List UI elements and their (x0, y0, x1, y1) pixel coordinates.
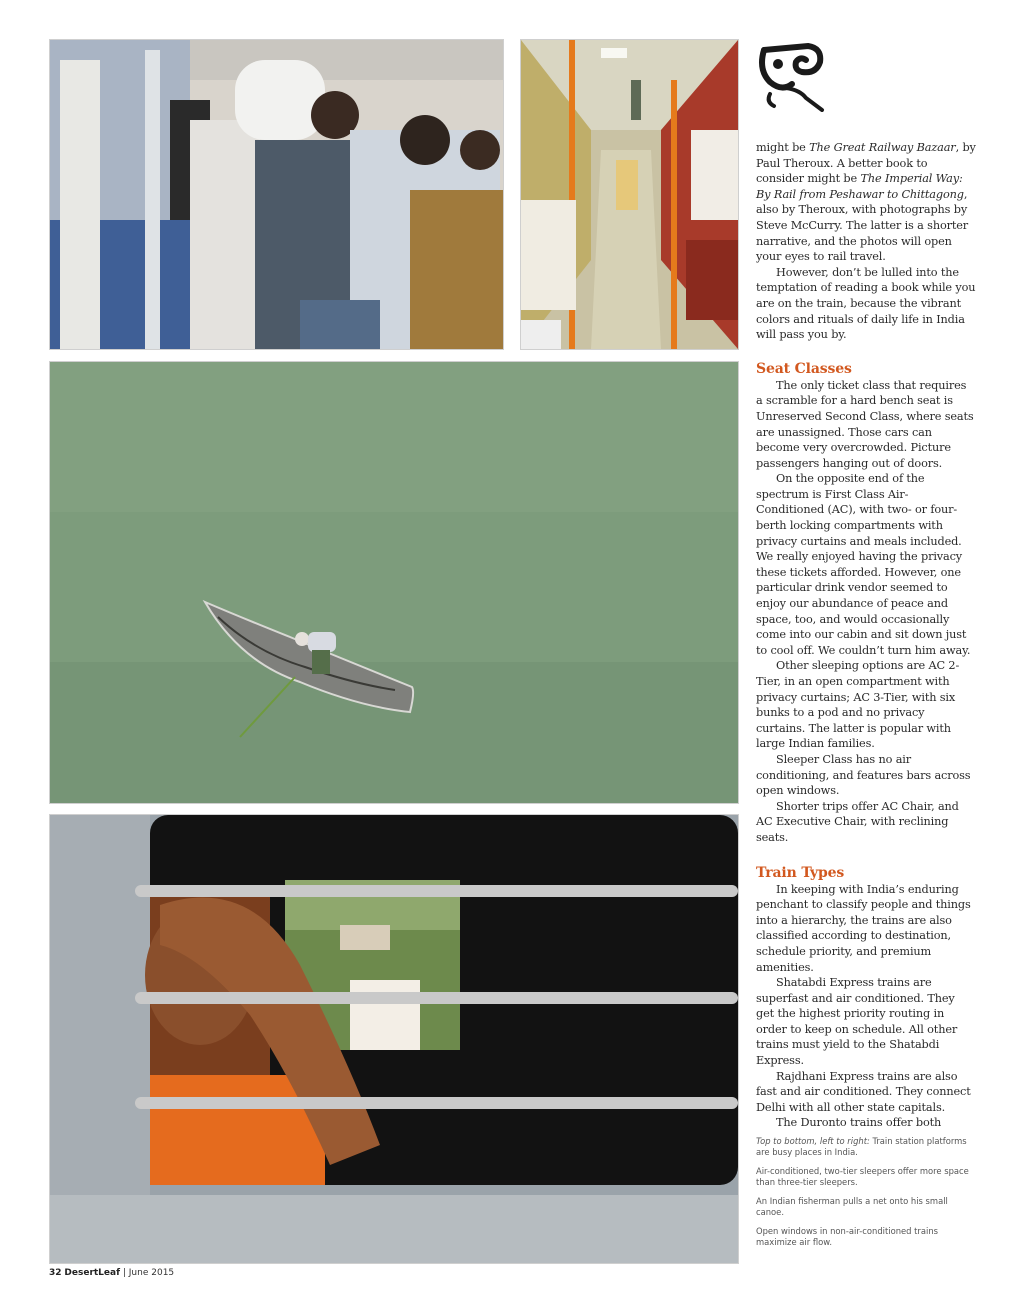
section-heading-train-types: Train Types (756, 864, 845, 881)
paragraph: Shorter trips offer AC Chair, and AC Executive Chair, with reclining seats. (756, 799, 959, 844)
book-title: The Imperial Way: By Rail from Peshawar to Chittagong (756, 172, 964, 201)
paragraph: Sleeper Class has no air conditioning, and features bars across open windows. (756, 752, 971, 798)
paragraph: The Duronto trains offer both (776, 1116, 942, 1130)
paragraph: Shatabdi Express trains are superfast and air conditioned. They get the highest priority routing in order to keep on schedule. All other trains must yield to the Shatabdi Express. (756, 976, 958, 1068)
article-body (756, 140, 976, 1131)
photo-ac-sleeper (520, 39, 739, 350)
caption: Air-conditioned, two-tier sleepers offer more space than three-tier sleepers. (756, 1166, 969, 1187)
caption: An Indian fisherman pulls a net onto his small canoe. (756, 1196, 948, 1217)
page-footer (49, 1268, 174, 1278)
caption: Open windows in non-air-conditioned trains maximize air flow. (756, 1226, 938, 1247)
magazine-name: DesertLeaf (64, 1268, 121, 1278)
footer-separator: | (120, 1268, 129, 1278)
intro-paragraph: might be The Great Railway Bazaar, by Paul Theroux. A better book to consider might be The Imperial Way: By Rail from Peshawar to Chittagong, also by Theroux, with photographs by Steve McCurry. The latter is a shorter narrative, and the photos will open your eyes to rail travel. (756, 141, 976, 264)
decorative-swirl-icon (756, 40, 828, 112)
section-heading-seat-classes: Seat Classes (756, 360, 852, 377)
intro-paragraph-2: However, don’t be lulled into the temptation of reading a book while you are on the train, because the vibrant colors and rituals of daily life in India will pass you by. (756, 265, 976, 342)
paragraph: Rajdhani Express trains are also fast and air conditioned. They connect Delhi with all other state capitals. (756, 1069, 971, 1114)
caption: Top to bottom, left to right: Train station platforms are busy places in India. (756, 1136, 967, 1157)
paragraph: The only ticket class that requires a scramble for a hard bench seat is Unreserved Second Class, where seats are unassigned. Those cars can become very overcrowded. Picture passengers hanging out of doors. (756, 378, 974, 470)
photo-train-platform (49, 39, 504, 350)
caption-lead: Top to bottom, left to right: (756, 1136, 870, 1146)
paragraph: Other sleeping options are AC 2-Tier, in an open compartment with privacy curtains; AC 3-Tier, with six bunks to a pod and no privacy curtains. The latter is popular with large Indian families. (756, 659, 960, 751)
book-title: The Great Railway Bazaar (809, 141, 956, 154)
issue-date: June 2015 (128, 1268, 175, 1278)
photo-fisherman-canoe (49, 361, 739, 804)
photo-captions (756, 1136, 972, 1256)
page-number: 32 (49, 1268, 62, 1278)
paragraph: On the opposite end of the spectrum is First Class Air-Conditioned (AC), with two- or four-berth locking compartments with privacy curtains and meals included. We really enjoyed having the privacy these tickets afforded. However, one particular drink vendor seemed to enjoy our abundance of peace and space, too, and would occasionally come into our cabin and sit down just to cool off. We couldn’t turn him away. (756, 472, 971, 657)
paragraph: In keeping with India’s enduring penchant to classify people and things into a hierarchy, the trains are also classified according to destination, schedule priority, and premium amenities. (756, 882, 971, 974)
photo-train-window (49, 814, 739, 1264)
